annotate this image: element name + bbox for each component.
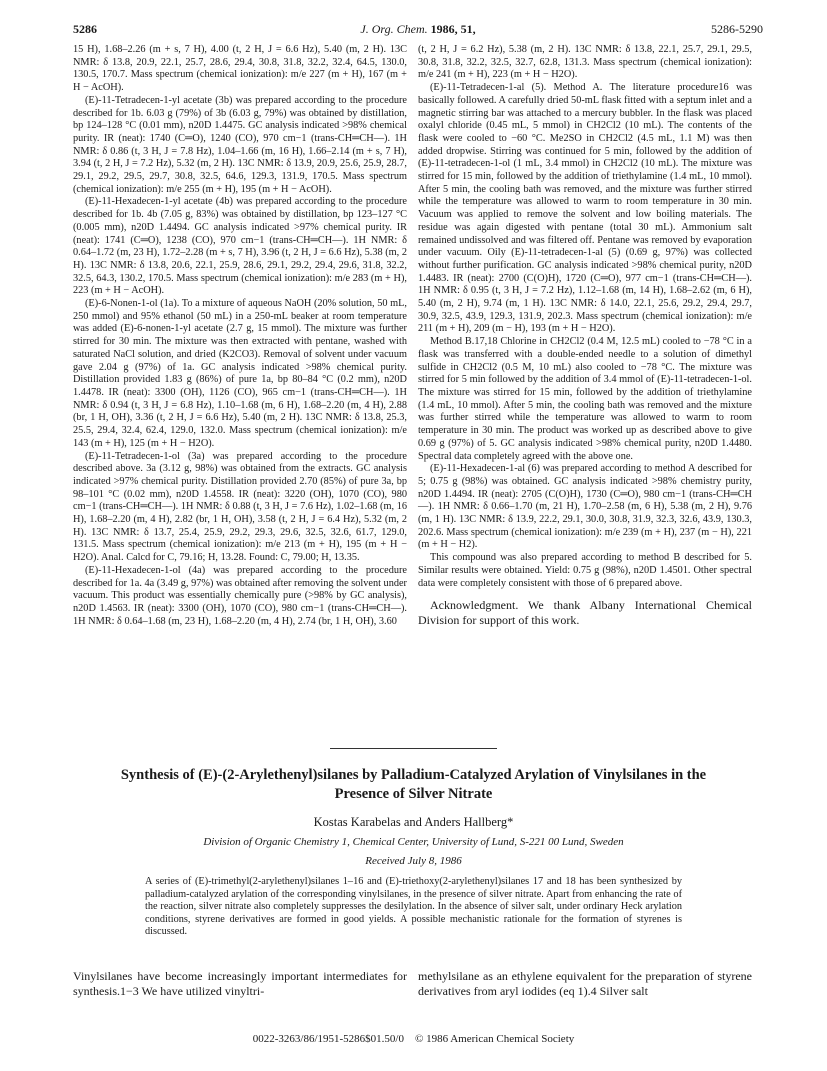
paragraph: (E)-11-Tetradecen-1-al (5). Method A. The literature procedure16 was basically followed. A carefully dried 50-mL flask fitted with a septum inlet and a magnetic stirring bar was attached to a mercury bubbler. In the flask was placed oxalyl chloride (0.45 mL, 5 mmol) in CH2Cl2 (10 mL). The contents of the flask were cooled to −60 °C. Me2SO in CH2Cl2 (4.5 mL, 1.1 M) was then added dropwise. Stirring was continued for 5 min, followed by the addition of (E)-11-tetradecen-1-ol (1 mL, 3.4 mmol) in CH2Cl2 (10 mL). The mixture was stirred for 15 min, followed by the addition of triethylamine (1.4 mL, 10 mmol). After 5 min, the cooling bath was removed, and the mixture was further stirred while the temperature was allowed to warm to room temperature in 30 min. Vacuum was applied to remove the solvent and low boiling materials. The residue was again digested with pentane (total 30 mL). Ammonium salt remained undissolved and was filtered off. Pentane was removed by evaporation under vacuum. Oily (E)-11-tetradecen-1-al (5) (0.69 g, 97%) was collected without further purification. GC analysis indicated >98% chemical purity, n20D 1.4483. IR (neat): 2700 (C(O)H), 1720 (C═O), 977 cm−1 (trans-CH═CH—). 1H NMR: δ 0.95 (t, 3 H, J = 7.2 Hz), 1.12–1.68 (m, 14 H), 1.68–2.62 (m, 6 H), 5.40 (m, 2 H), 9.74 (m, 1 H). 13C NMR: δ 14.0, 22.1, 25.6, 29.2, 29.4, 29.7, 30.9, 32.5, 43.9, 129.3, 131.9, 202.3. Mass spectrum (chemical ionization): m/e 211 (m + H), 209 (m − H), 193 (m + H − H2O). [418, 82, 752, 335]
paragraph: (E)-11-Tetradecen-1-ol (3a) was prepared according to the procedure described above. 3a (3.12 g, 98%) was obtained from the extracts. GC analysis indicated >97% chemical purity. Distillation provided 2.70 (85%) of pure 3a, bp 98–101 °C (0.02 mm), n20D 1.4558. IR (neat): 3220 (OH), 1070 (CO), 980 cm−1 (trans-CH═CH—). 1H NMR: δ 0.88 (t, 3 H, J = 7.6 Hz), 1.02–1.68 (m, 16 H), 1.68–2.20 (m, 4 H), 2.82 (br, 1 H, OH), 3.58 (t, 2 H, J = 6.4 Hz), 5.32 (m, 2 H). 13C NMR: δ 13.7, 25.4, 25.9, 29.2, 29.3, 29.6, 32.5, 32.6, 61.7, 129.0, 131.5. Mass spectrum (chemical ionization): m/e 213 (m + H), 195 (m + H − H2O). Anal. Calcd for C, 79.16; H, 13.28. Found: C, 79.00; H, 13.35. [73, 450, 407, 564]
paragraph: (E)-11-Tetradecen-1-yl acetate (3b) was prepared according to the procedure described for 1b. 6.03 g (79%) of 3b (6.03 g, 79%) was obtained by distillation, bp 124–128 °C (0.01 mm), n20D 1.4475. GC analysis indicated >98% chemical purity. IR (neat): 1740 (C═O), 1240 (CO), 970 cm−1 (trans-CH═CH—). 1H NMR: δ 0.86 (t, 3 H, J = 7.8 Hz), 1.04–1.66 (m, 16 H), 1.66–2.14 (m + s, 7 H), 3.94 (t, 2 H, J = 7.2 Hz), 5.32 (m, 2 H). 13C NMR: δ 13.9, 20.9, 25.6, 25.9, 28.7, 29.1, 29.2, 29.5, 29.7, 30.8, 32.5, 64.6, 129.3, 131.9, 170.5. Mass spectrum (chemical ionization): m/e 255 (m + H), 195 (m + H − AcOH). [73, 94, 407, 195]
section-divider [330, 748, 497, 749]
page-range: 5286-5290 [711, 22, 763, 36]
right-column [418, 44, 752, 627]
paragraph: (E)-11-Hexadecen-1-yl acetate (4b) was prepared according to the procedure described for 1b. 4b (7.05 g, 83%) was obtained by distillation, bp 123–127 °C (0.005 mm), n20D 1.4494. GC analysis indicated >97% chemical purity. IR (neat): 1741 (C═O), 1238 (CO), 970 cm−1 (trans-CH═CH—). 1H NMR: δ 0.64–1.72 (m, 23 H), 1.72–2.28 (m + s, 7 H), 3.96 (t, 2 H, J = 6.6 Hz), 5.38 (m, 2 H). 13C NMR: δ 13.8, 20.6, 22.1, 25.9, 28.6, 29.1, 29.2, 29.4, 29.6, 31.8, 32.2, 32.5, 64.3, 130.2, 170.5. Mass spectrum (chemical ionization): m/e 283 (m + H), 223 (m + H − AcOH). [73, 196, 407, 297]
paragraph: (E)-11-Hexadecen-1-ol (4a) was prepared according to the procedure described for 1a. 4a (3.49 g, 97%) was obtained after removing the solvent under vacuum. This product was essentially chemically pure (>98% by GC analysis), n20D 1.4563. IR (neat): 3300 (OH), 1070 (CO), 980 cm−1 (trans-CH═CH—). 1H NMR: δ 0.64–1.68 (m, 23 H), 1.68–2.20 (m, 4 H), 2.74 (br, 1 H, OH), 3.60 [73, 564, 407, 627]
footer [100, 1033, 727, 1045]
author-affiliation: Division of Organic Chemistry 1, Chemical Center, University of Lund, S-221 00 Lund, Sweden [203, 836, 624, 848]
paragraph: (t, 2 H, J = 6.2 Hz), 5.38 (m, 2 H). 13C NMR: δ 13.8, 22.1, 25.7, 29.1, 29.5, 30.8, 31.8, 32.2, 32.5, 32.7, 62.8, 131.3. Mass spectrum (chemical ionization): m/e 241 (m + H), 223 (m + H − H2O). [418, 44, 752, 81]
journal-citation [73, 22, 763, 37]
copyright: © 1986 American Chemical Society [414, 1033, 575, 1045]
body-text-left: Vinylsilanes have become increasingly important intermediates for synthesis.1−3 We have utilized vinyltri- [73, 969, 407, 998]
received-date: Received July 8, 1986 [365, 855, 462, 867]
abstract: A series of (E)-trimethyl(2-arylethenyl)silanes 1–16 and (E)-triethoxy(2-arylethenyl)silanes 17 and 18 has been synthesized by palladium-catalyzed arylation of the corresponding vinylsilanes, in the presence of silver nitrate. Apart from enhancing the rate of the reaction, silver nitrate also completely suppresses the desilylation. In the absence of silver salt, under ordinary Heck arylation conditions, styrene derivatives are formed in good yields. A possible mechanistic rationale for the formation of styrenes is discussed. [145, 876, 682, 938]
paragraph: (E)-11-Hexadecen-1-al (6) was prepared according to method A described for 5; 0.75 g (98%) was obtained. GC analysis indicated >98% chemistry purity, n20D 1.4494. IR (neat): 2705 (C(O)H), 1730 (C═O), 980 cm−1 (trans-CH═CH—). 1H NMR: δ 0.66–1.70 (m, 21 H), 1.70–2.58 (m, 6 H), 5.38 (m, 2 H), 9.76 (m, 1 H). 13C NMR: δ 13.9, 22.2, 29.1, 30.0, 30.8, 31.9, 32.3, 32.6, 43.9, 130.3, 202.6. Mass spectrum (chemical ionization): m/e 239 (m + H), 237 (m − H), 221 (m + H − H2). [418, 463, 752, 551]
paragraph: This compound was also prepared according to method B described for 5. Similar results were obtained. Yield: 0.75 g (98%), n20D 1.4501. Other spectral data were completely consistent with those of 6 prepared above. [418, 552, 752, 589]
page-number: 5286 [73, 22, 97, 36]
body-text-right: methylsilane as an ethylene equivalent for the preparation of styrene derivatives from aryl iodides (eq 1).4 Silver salt [418, 969, 752, 998]
paragraph: Method B.17,18 Chlorine in CH2Cl2 (0.4 M, 12.5 mL) cooled to −78 °C in a flask was transferred with a double-ended needle to a solution of dimethyl sulfide in CH2Cl2 (0.5 M, 10 mL) also cooled to −78 °C. The mixture was stirred for 5 min followed by the addition of 3.4 mmol of (E)-11-tetradecen-1-ol. The mixture was stirred for 15 min, followed by the addition of triethylamine (1.4 mL, 10 mmol). After 5 min, the cooling bath was removed and the mixture was further stirred while the temperature was allowed to warm to room temperature in 30 min. The product was worked up as described above to give 0.69 g (97%) of 5. GC analysis indicated >98% chemical purity, n20D 1.4480. Spectral data completely agreed with the above one. [418, 336, 752, 462]
journal-year-volume: 1986, 51, [430, 22, 476, 36]
acknowledgment: Acknowledgment. We thank Albany International Chemical Division for support of this work. [418, 598, 752, 627]
article-authors: Kostas Karabelas and Anders Hallberg* [313, 815, 514, 829]
running-header [73, 22, 763, 38]
paragraph: 15 H), 1.68–2.26 (m + s, 7 H), 4.00 (t, 2 H, J = 6.6 Hz), 5.40 (m, 2 H). 13C NMR: δ 13.8, 20.9, 22.1, 25.7, 28.6, 29.4, 30.8, 31.8, 32.2, 32.4, 64.5, 130.0, 130.5, 170.7. Mass spectrum (chemical ionization): m/e 227 (m + H), 167 (m + H − AcOH). [73, 44, 407, 94]
journal-name: J. Org. Chem. [360, 22, 428, 36]
article-title: Synthesis of (E)-(2-Arylethenyl)silanes by Palladium-Catalyzed Arylation of Vinylsilanes in the Presence of Silver Nitrate [120, 767, 707, 802]
left-column [73, 44, 407, 628]
article-code: 0022-3263/86/1951-5286$01.50/0 [252, 1033, 404, 1045]
paragraph: (E)-6-Nonen-1-ol (1a). To a mixture of aqueous NaOH (20% solution, 50 mL, 250 mmol) and 95% ethanol (50 mL) in a 250-mL beaker at room temperature was added (E)-6-nonen-1-yl acetate (2.7 g, 15 mmol). The mixture was further stirred for 30 min. The mixture was then extracted with pentane, washed with saturated NaCl solution, and dried (K2CO3). Removal of solvent under vacuum gave 2.04 g (97%) of 1a. GC analysis indicated >98% chemical purity. Distillation provided 1.83 g (86%) of pure 1a, bp 80–84 °C (0.2 mm), n20D 1.4478. IR (neat): 3300 (OH), 1126 (CO), 965 cm−1 (trans-CH═CH—). 1H NMR: δ 0.94 (t, 3 H, J = 6.8 Hz), 1.10–1.68 (m, 6 H), 1.68–2.20 (m, 4 H), 2.88 (br, 1 H, OH), 3.36 (t, 2 H, J = 6.6 Hz), 5.40 (m, 2 H). 13C NMR: δ 13.8, 25.3, 25.5, 29.4, 32.4, 62.4, 129.0, 132.0. Mass spectrum (chemical ionization): m/e 143 (m + H), 125 (m + H − H2O). [73, 298, 407, 449]
